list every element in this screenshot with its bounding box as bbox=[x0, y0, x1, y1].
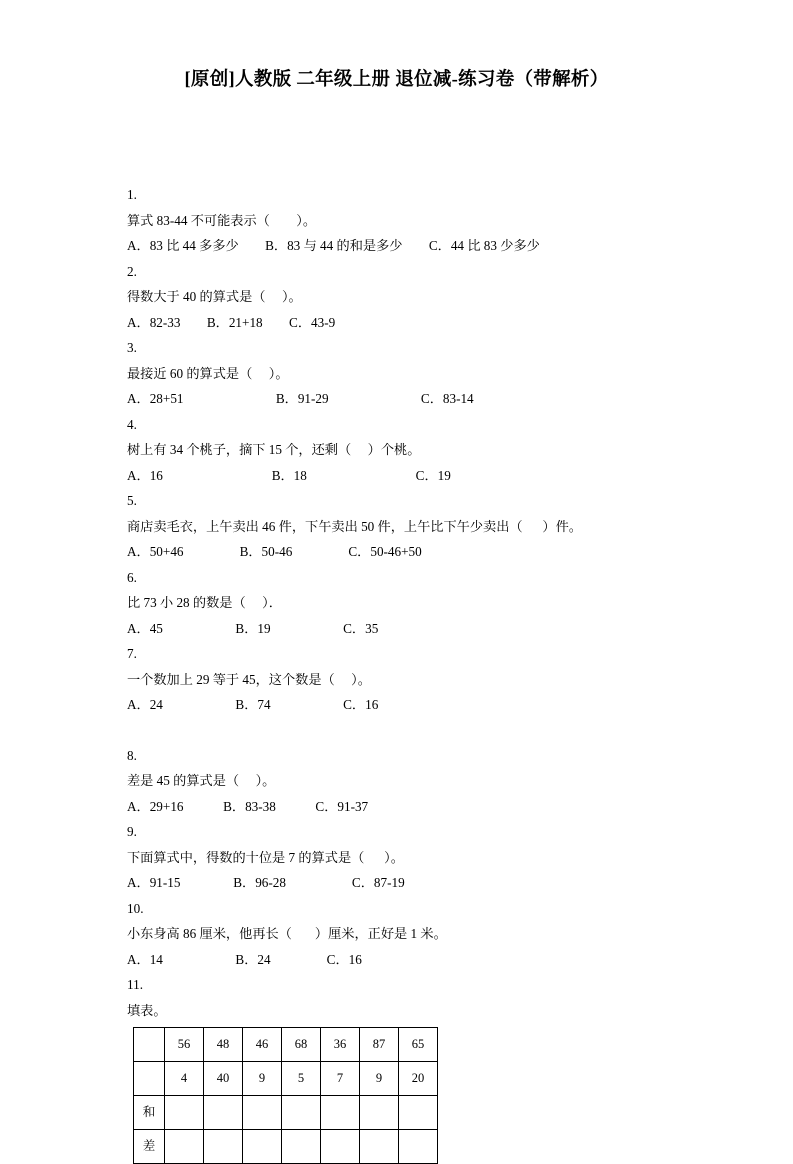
table-cell-blank[interactable] bbox=[204, 1096, 243, 1130]
table-cell-blank[interactable] bbox=[321, 1130, 360, 1164]
question-text: 填表。 bbox=[127, 1002, 167, 1018]
question-options: A．91-15 B．96-28 C．87-19 bbox=[127, 875, 405, 890]
question-options: A．82-33 B．21+18 C．43-9 bbox=[127, 314, 336, 330]
table-cell: 7 bbox=[321, 1062, 360, 1096]
table-cell-blank[interactable] bbox=[399, 1130, 438, 1164]
question-options: A．83 比 44 多多少 B．83 与 44 的和是多少 C．44 比 83 少多少 bbox=[127, 238, 540, 253]
question-item bbox=[127, 488, 687, 565]
table-cell-blank[interactable] bbox=[399, 1096, 438, 1130]
question-item bbox=[127, 972, 687, 1023]
table-row-label bbox=[134, 1028, 165, 1062]
table-row bbox=[134, 1062, 438, 1096]
question-number: 4. bbox=[127, 416, 137, 432]
table-row bbox=[134, 1096, 438, 1130]
question-text: 树上有 34 个桃子，摘下 15 个，还剩（ ）个桃。 bbox=[127, 442, 421, 457]
table-row-label bbox=[134, 1062, 165, 1096]
fill-table-wrapper bbox=[133, 1027, 687, 1164]
question-text: 算式 83-44 不可能表示（ ）。 bbox=[127, 212, 317, 228]
table-cell: 40 bbox=[204, 1062, 243, 1096]
table-cell-blank[interactable] bbox=[165, 1096, 204, 1130]
table-cell: 65 bbox=[399, 1028, 438, 1062]
question-number: 6. bbox=[127, 569, 137, 585]
question-options: A．50+46 B．50-46 C．50-46+50 bbox=[127, 544, 422, 559]
question-item bbox=[127, 819, 687, 896]
question-options: A．24 B．74 C．16 bbox=[127, 697, 379, 712]
exercise-content bbox=[127, 182, 687, 1164]
question-number: 2. bbox=[127, 263, 137, 279]
question-options: A．14 B．24 C．16 bbox=[127, 951, 362, 967]
table-cell-blank[interactable] bbox=[282, 1130, 321, 1164]
question-number: 9. bbox=[127, 824, 137, 839]
table-cell-blank[interactable] bbox=[321, 1096, 360, 1130]
table-cell: 4 bbox=[165, 1062, 204, 1096]
table-cell: 9 bbox=[360, 1062, 399, 1096]
question-item bbox=[127, 565, 687, 642]
table-cell: 20 bbox=[399, 1062, 438, 1096]
question-options: A．29+16 B．83-38 C．91-37 bbox=[127, 798, 369, 814]
table-cell: 9 bbox=[243, 1062, 282, 1096]
table-cell: 46 bbox=[243, 1028, 282, 1062]
question-number: 1. bbox=[127, 187, 137, 202]
question-number: 7. bbox=[127, 646, 137, 661]
table-cell-blank[interactable] bbox=[165, 1130, 204, 1164]
question-item bbox=[127, 259, 687, 336]
question-text: 差是 45 的算式是（ ）。 bbox=[127, 773, 276, 788]
question-item bbox=[127, 896, 687, 973]
table-cell-blank[interactable] bbox=[360, 1130, 399, 1164]
table-cell: 56 bbox=[165, 1028, 204, 1062]
question-text: 商店卖毛衣，上午卖出 46 件，下午卖出 50 件，上午比下午少卖出（ ）件。 bbox=[127, 518, 582, 534]
question-text: 得数大于 40 的算式是（ ）。 bbox=[127, 289, 302, 304]
question-number: 11. bbox=[127, 977, 143, 992]
question-options: A．16 B．18 C．19 bbox=[127, 467, 451, 483]
question-item bbox=[127, 412, 687, 489]
question-number: 5. bbox=[127, 493, 137, 508]
question-item bbox=[127, 335, 687, 412]
question-text: 小东身高 86 厘米，他再长（ ）厘米，正好是 1 米。 bbox=[127, 926, 447, 941]
table-cell-blank[interactable] bbox=[243, 1130, 282, 1164]
table-cell: 48 bbox=[204, 1028, 243, 1062]
table-cell-blank[interactable] bbox=[243, 1096, 282, 1130]
question-number: 8. bbox=[127, 747, 137, 763]
table-cell-blank[interactable] bbox=[360, 1096, 399, 1130]
question-options: A．28+51 B．91-29 C．83-14 bbox=[127, 391, 474, 406]
table-cell-blank[interactable] bbox=[204, 1130, 243, 1164]
question-text: 比 73 小 28 的数是（ ）． bbox=[127, 595, 282, 610]
table-cell: 68 bbox=[282, 1028, 321, 1062]
question-text: 一个数加上 29 等于 45，这个数是（ ）。 bbox=[127, 671, 371, 687]
table-cell: 36 bbox=[321, 1028, 360, 1062]
table-cell-blank[interactable] bbox=[282, 1096, 321, 1130]
question-item bbox=[127, 182, 687, 259]
table-cell: 5 bbox=[282, 1062, 321, 1096]
question-text: 最接近 60 的算式是（ ）。 bbox=[127, 365, 289, 381]
question-item bbox=[127, 641, 687, 718]
question-text: 下面算式中，得数的十位是 7 的算式是（ ）。 bbox=[127, 849, 404, 865]
section-spacer bbox=[127, 718, 687, 743]
fill-table bbox=[133, 1027, 438, 1164]
table-cell: 87 bbox=[360, 1028, 399, 1062]
table-row bbox=[134, 1028, 438, 1062]
table-row-label: 和 bbox=[134, 1096, 165, 1130]
question-item bbox=[127, 743, 687, 820]
table-row bbox=[134, 1130, 438, 1164]
page-title: [原创]人教版 二年级上册 退位减-练习卷（带解析） bbox=[184, 70, 609, 90]
table-row-label: 差 bbox=[134, 1130, 165, 1164]
question-number: 3. bbox=[127, 340, 137, 355]
question-number: 10. bbox=[127, 900, 144, 916]
question-options: A．45 B．19 C．35 bbox=[127, 620, 379, 636]
